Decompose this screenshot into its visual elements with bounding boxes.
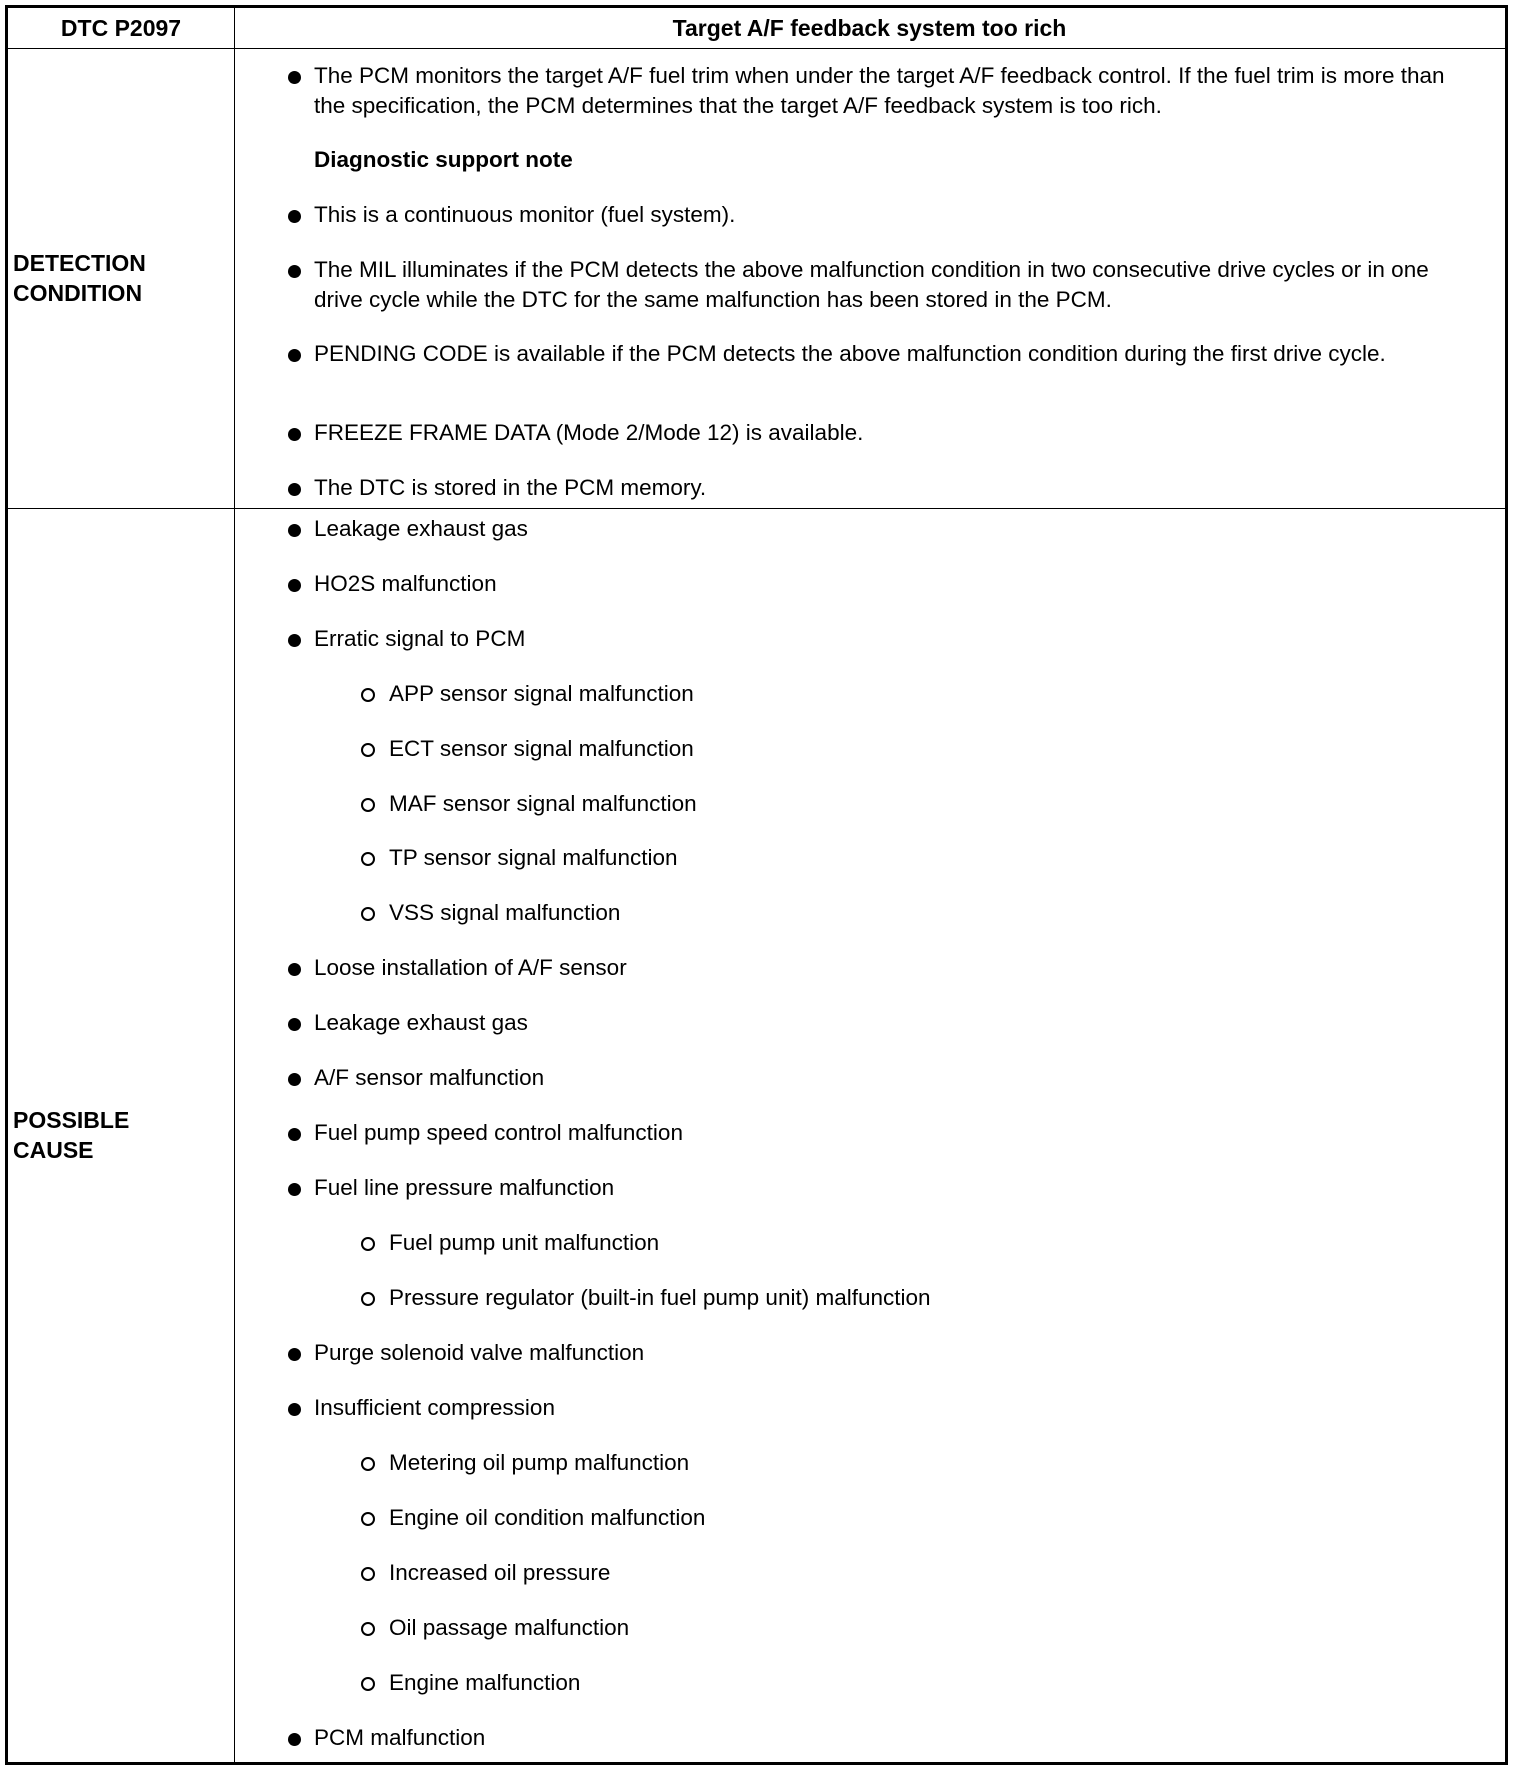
cause-subitem: Pressure regulator (built-in fuel pump unit) malfunction [389,1285,931,1310]
detection-item: This is a continuous monitor (fuel system). [314,202,736,227]
dtc-code-cell [8,8,234,48]
bullet-icon [288,624,301,654]
bullet-icon [288,339,301,369]
cause-subitem: Engine malfunction [389,1670,581,1695]
cause-label: POSSIBLE CAUSE [13,1107,130,1163]
cause-subitem: TP sensor signal malfunction [389,845,678,870]
dtc-title-cell [234,8,1505,48]
bullet-icon [288,1118,301,1148]
header-divider [8,48,1505,49]
sub-bullet-icon [361,1613,375,1643]
sub-bullet-icon [361,1283,375,1313]
detection-item: The MIL illuminates if the PCM detects the above malfunction condition in two consecutive drive cycles or in one drive cycle while the DTC for the same malfunction has been stored in the PCM. [314,257,1429,312]
bullet-icon [288,953,301,983]
bullet-icon [288,255,301,285]
cause-subitem: Engine oil condition malfunction [389,1505,706,1530]
sub-bullet-icon [361,679,375,709]
bullet-icon [288,1338,301,1368]
dtc-code: DTC P2097 [60,14,182,41]
cause-subitem: APP sensor signal malfunction [389,681,694,706]
bullet-icon [288,473,301,503]
bullet-icon [288,61,301,91]
cause-item: Loose installation of A/F sensor [314,955,627,980]
bullet-icon [288,1393,301,1423]
cause-item: Fuel line pressure malfunction [314,1175,615,1200]
detection-item: The DTC is stored in the PCM memory. [314,475,707,500]
cause-subitem: Increased oil pressure [389,1560,611,1585]
cause-item: HO2S malfunction [314,571,497,596]
cause-item: A/F sensor malfunction [314,1065,545,1090]
sub-bullet-icon [361,1558,375,1588]
bullet-icon [288,200,301,230]
dtc-title: Target A/F feedback system too rich [672,14,1067,41]
cause-item: PCM malfunction [314,1725,486,1750]
cause-item: Insufficient compression [314,1395,555,1420]
cause-subitem: VSS signal malfunction [389,900,621,925]
bullet-icon [288,569,301,599]
bullet-icon [288,1173,301,1203]
cause-item: Leakage exhaust gas [314,516,528,541]
cause-subitem: Metering oil pump malfunction [389,1450,690,1475]
sub-bullet-icon [361,898,375,928]
detection-item: PENDING CODE is available if the PCM detects the above malfunction condition during the first drive cycle. [314,341,1386,366]
detection-item: FREEZE FRAME DATA (Mode 2/Mode 12) is available. [314,420,864,445]
sub-bullet-icon [361,1668,375,1698]
detection-content [234,50,1505,506]
cause-item: Purge solenoid valve malfunction [314,1340,645,1365]
sub-bullet-icon [361,843,375,873]
detection-item: The PCM monitors the target A/F fuel trim when under the target A/F feedback control. If the fuel trim is more than the specification, the PCM determines that the target A/F feedback system is too rich. [314,63,1445,118]
sub-bullet-icon [361,789,375,819]
support-note-heading: Diagnostic support note [314,147,573,172]
bullet-icon [288,1063,301,1093]
detection-label: DETECTION CONDITION [13,250,146,306]
cause-subitem: ECT sensor signal malfunction [389,736,694,761]
detection-label-cell [8,50,234,506]
bullet-icon [288,418,301,448]
cause-label-cell [8,510,234,1760]
row-divider [8,508,1505,509]
bullet-icon [288,514,301,544]
sub-bullet-icon [361,1228,375,1258]
dtc-table [5,5,1508,1765]
cause-subitem: MAF sensor signal malfunction [389,791,697,816]
bullet-icon [288,1723,301,1753]
cause-subitem: Fuel pump unit malfunction [389,1230,660,1255]
cause-item: Fuel pump speed control malfunction [314,1120,683,1145]
cause-item: Leakage exhaust gas [314,1010,528,1035]
cause-item: Erratic signal to PCM [314,626,526,651]
bullet-icon [288,1008,301,1038]
sub-bullet-icon [361,1503,375,1533]
sub-bullet-icon [361,734,375,764]
cause-subitem: Oil passage malfunction [389,1615,630,1640]
cause-content [234,510,1505,1760]
sub-bullet-icon [361,1448,375,1478]
